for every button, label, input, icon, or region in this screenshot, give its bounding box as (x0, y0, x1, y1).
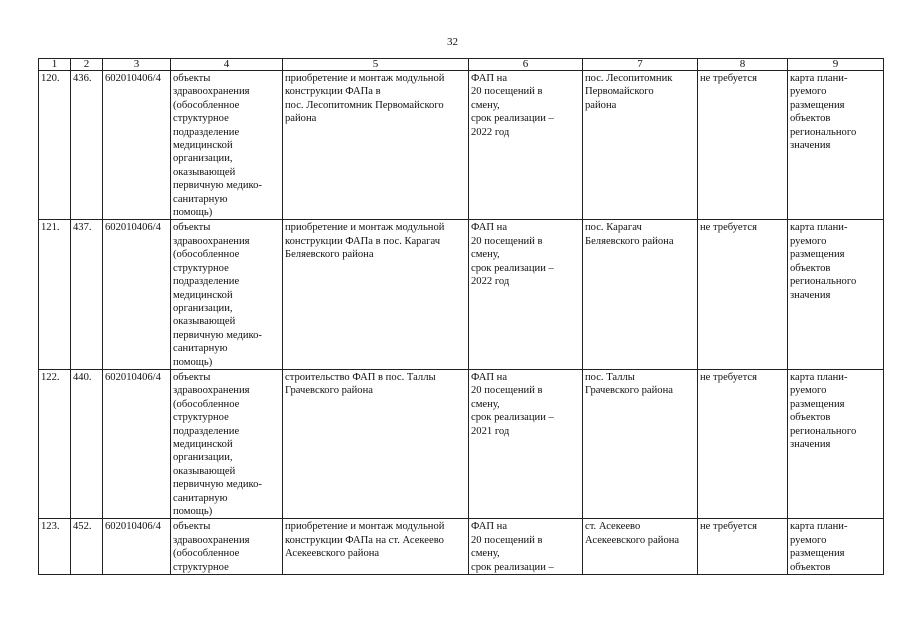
cell-line: регионального (790, 276, 857, 288)
zones: не требуется (698, 369, 788, 518)
object-code: 602010406/4 (103, 220, 171, 369)
cell-line: Асекеевского района (585, 534, 680, 546)
cell-line: пос. Таллы (585, 371, 635, 383)
cell-line: приобретение и монтаж модульной (285, 222, 445, 234)
action-description (283, 220, 469, 369)
map-reference (788, 71, 884, 220)
cell-line: размещения (790, 548, 845, 560)
cell-line: значения (790, 140, 831, 152)
cell-line: медицинской (173, 289, 233, 301)
table-row (39, 369, 884, 518)
cell-line: Асекеевского района (285, 548, 380, 560)
row-id: 440. (71, 369, 103, 518)
cell-line: помощь) (173, 356, 213, 368)
object-type (171, 369, 283, 518)
cell-line: объекты (173, 73, 211, 84)
cell-line: руемого (790, 235, 827, 247)
cell-line: объекты (173, 371, 211, 383)
cell-line: помощь) (173, 207, 213, 219)
cell-line: структурное (173, 113, 229, 125)
cell-line: организации, (173, 452, 233, 464)
cell-line: смену, (471, 99, 500, 111)
zones: не требуется (698, 519, 788, 575)
cell-line: помощь) (173, 506, 213, 517)
action-description (283, 71, 469, 220)
cell-line: ФАП на (471, 73, 508, 84)
cell-line: санитарную (173, 343, 228, 355)
action-description (283, 369, 469, 518)
cell-line: Первомайского (585, 86, 654, 98)
data-table (38, 58, 884, 575)
cell-line: (обособленное (173, 548, 240, 560)
cell-line: оказывающей (173, 316, 236, 328)
row-id: 436. (71, 71, 103, 220)
cell-line: ФАП на (471, 371, 508, 383)
cell-line: значения (790, 289, 831, 301)
row-id: 437. (71, 220, 103, 369)
cell-line: санитарную (173, 193, 228, 205)
cell-line: ФАП на (471, 222, 508, 234)
column-header: 9 (788, 59, 884, 71)
cell-line: конструкции ФАПа в (285, 86, 381, 98)
cell-line: срок реализации – (471, 412, 554, 424)
column-header: 2 (71, 59, 103, 71)
cell-line: подразделение (173, 126, 240, 138)
zones: не требуется (698, 220, 788, 369)
table-row (39, 220, 884, 369)
cell-line: значения (790, 438, 831, 450)
cell-line: Беляевского района (285, 249, 374, 261)
cell-line: объекты (173, 521, 211, 533)
location (583, 220, 698, 369)
cell-line: района (585, 99, 617, 111)
cell-line: здравоохранения (173, 86, 250, 98)
cell-line: района (285, 113, 317, 125)
cell-line: первичную медико- (173, 180, 262, 192)
cell-line: карта плани- (790, 521, 848, 533)
cell-line: организации, (173, 302, 233, 314)
cell-line: 20 посещений в (471, 385, 543, 397)
location (583, 519, 698, 575)
cell-line: объекты (173, 222, 211, 234)
column-header: 1 (39, 59, 71, 71)
object-code: 602010406/4 (103, 71, 171, 220)
cell-line: конструкции ФАПа на ст. Асекеево (285, 534, 444, 546)
cell-line: санитарную (173, 492, 228, 504)
characteristics (469, 71, 583, 220)
cell-line: 20 посещений в (471, 534, 543, 546)
zones: не требуется (698, 71, 788, 220)
map-reference (788, 220, 884, 369)
cell-line: объектов (790, 113, 831, 125)
cell-line: ФАП на (471, 521, 508, 533)
cell-line: первичную медико- (173, 329, 262, 341)
object-code: 602010406/4 (103, 369, 171, 518)
cell-line: подразделение (173, 425, 240, 437)
cell-line: Грачевского района (285, 385, 373, 397)
cell-line: регионального (790, 126, 857, 138)
column-header: 3 (103, 59, 171, 71)
cell-line: руемого (790, 86, 827, 98)
cell-line: структурное (173, 561, 229, 573)
cell-line: смену, (471, 548, 500, 560)
cell-line: пос. Лесопитомник Первомайского (285, 99, 444, 111)
column-header: 7 (583, 59, 698, 71)
row-id: 452. (71, 519, 103, 575)
cell-line: конструкции ФАПа в пос. Карагач (285, 235, 441, 247)
cell-line: (обособленное (173, 398, 240, 410)
cell-line: карта плани- (790, 73, 848, 84)
cell-line: медицинской (173, 438, 233, 450)
cell-line: Грачевского района (585, 385, 673, 397)
cell-line: пос. Карагач (585, 222, 642, 234)
cell-line: размещения (790, 249, 845, 261)
cell-line: здравоохранения (173, 235, 250, 247)
cell-line: оказывающей (173, 166, 236, 178)
cell-line: объектов (790, 262, 831, 274)
table-row (39, 519, 884, 575)
cell-line: 20 посещений в (471, 86, 543, 98)
cell-line: приобретение и монтаж модульной (285, 73, 445, 84)
row-number: 120. (39, 71, 71, 220)
characteristics (469, 369, 583, 518)
cell-line: карта плани- (790, 371, 848, 383)
cell-line: приобретение и монтаж модульной (285, 521, 445, 533)
cell-line: медицинской (173, 140, 233, 152)
action-description (283, 519, 469, 575)
map-reference (788, 369, 884, 518)
cell-line: строительство ФАП в пос. Таллы (285, 371, 436, 383)
cell-line: размещения (790, 99, 845, 111)
column-header: 6 (469, 59, 583, 71)
object-code: 602010406/4 (103, 519, 171, 575)
cell-line: размещения (790, 398, 845, 410)
characteristics (469, 220, 583, 369)
location (583, 369, 698, 518)
cell-line: подразделение (173, 276, 240, 288)
cell-line: здравоохранения (173, 534, 250, 546)
cell-line: смену, (471, 249, 500, 261)
cell-line: карта плани- (790, 222, 848, 234)
cell-line: объектов (790, 561, 831, 573)
cell-line: срок реализации – (471, 561, 554, 573)
cell-line: ст. Асекеево (585, 521, 641, 533)
cell-line: пос. Лесопитомник (585, 73, 673, 84)
characteristics (469, 519, 583, 575)
cell-line: смену, (471, 398, 500, 410)
object-type (171, 71, 283, 220)
cell-line: Беляевского района (585, 235, 674, 247)
cell-line: руемого (790, 385, 827, 397)
object-type (171, 519, 283, 575)
cell-line: руемого (790, 534, 827, 546)
row-number: 123. (39, 519, 71, 575)
column-header: 8 (698, 59, 788, 71)
cell-line: 2022 год (471, 126, 510, 138)
cell-line: оказывающей (173, 465, 236, 477)
cell-line: (обособленное (173, 249, 240, 261)
cell-line: (обособленное (173, 99, 240, 111)
table-row (39, 71, 884, 220)
cell-line: структурное (173, 412, 229, 424)
map-reference (788, 519, 884, 575)
cell-line: здравоохранения (173, 385, 250, 397)
header-row (39, 59, 884, 71)
cell-line: 2022 год (471, 276, 510, 288)
object-type (171, 220, 283, 369)
cell-line: 2021 год (471, 425, 510, 437)
row-number: 122. (39, 369, 71, 518)
cell-line: организации, (173, 153, 233, 165)
location (583, 71, 698, 220)
cell-line: структурное (173, 262, 229, 274)
cell-line: срок реализации – (471, 262, 554, 274)
cell-line: объектов (790, 412, 831, 424)
cell-line: 20 посещений в (471, 235, 543, 247)
cell-line: первичную медико- (173, 479, 262, 491)
cell-line: регионального (790, 425, 857, 437)
column-header: 4 (171, 59, 283, 71)
row-number: 121. (39, 220, 71, 369)
cell-line: срок реализации – (471, 113, 554, 125)
page-number: 32 (447, 36, 458, 48)
column-header: 5 (283, 59, 469, 71)
